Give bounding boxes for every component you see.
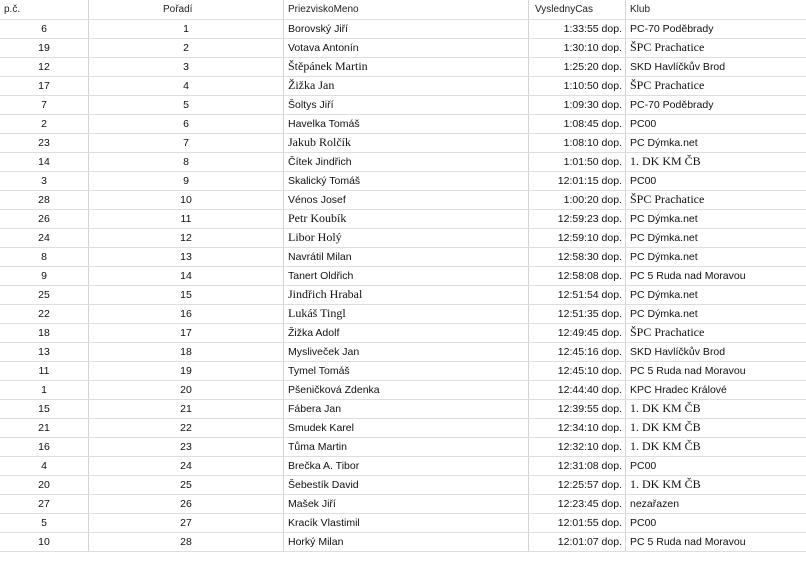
cell-pc: 16	[0, 437, 89, 456]
cell-time: 1:08:10 dop.	[529, 133, 626, 152]
cell-name: Štěpánek Martin	[284, 57, 529, 76]
cell-club: 1. DK KM ČB	[626, 418, 806, 437]
cell-name: Skalický Tomáš	[284, 171, 529, 190]
cell-club: PC00	[626, 456, 806, 475]
cell-club: PC Dýmka.net	[626, 228, 806, 247]
table-row	[0, 494, 806, 513]
cell-name: Jakub Rolčík	[284, 133, 529, 152]
cell-club: PC 5 Ruda nad Moravou	[626, 532, 806, 551]
cell-poradi: 17	[89, 323, 284, 342]
cell-time: 1:00:20 dop.	[529, 190, 626, 209]
table-row	[0, 437, 806, 456]
cell-pc: 11	[0, 361, 89, 380]
cell-poradi: 18	[89, 342, 284, 361]
cell-poradi: 9	[89, 171, 284, 190]
column-header-cas: VyslednyCas	[529, 0, 626, 19]
table-row	[0, 380, 806, 399]
cell-time: 12:58:08 dop.	[529, 266, 626, 285]
cell-time: 1:30:10 dop.	[529, 38, 626, 57]
column-header-klub: Klub	[626, 0, 806, 19]
cell-pc: 7	[0, 95, 89, 114]
cell-time: 12:23:45 dop.	[529, 494, 626, 513]
cell-name: Brečka A. Tibor	[284, 456, 529, 475]
cell-name: Tanert Oldřich	[284, 266, 529, 285]
cell-name: Čítek Jindřich	[284, 152, 529, 171]
cell-club: ŠPC Prachatice	[626, 76, 806, 95]
cell-name: Navrátil Milan	[284, 247, 529, 266]
cell-club: SKD Havlíčkův Brod	[626, 342, 806, 361]
table-row	[0, 76, 806, 95]
cell-poradi: 24	[89, 456, 284, 475]
cell-pc: 23	[0, 133, 89, 152]
table-row	[0, 323, 806, 342]
table-row	[0, 361, 806, 380]
cell-club: PC00	[626, 114, 806, 133]
cell-club: 1. DK KM ČB	[626, 475, 806, 494]
cell-club: ŠPC Prachatice	[626, 38, 806, 57]
cell-name: Pšeničková Zdenka	[284, 380, 529, 399]
cell-time: 12:45:16 dop.	[529, 342, 626, 361]
cell-poradi: 25	[89, 475, 284, 494]
cell-pc: 24	[0, 228, 89, 247]
cell-pc: 13	[0, 342, 89, 361]
cell-name: Tůma Martin	[284, 437, 529, 456]
cell-pc: 28	[0, 190, 89, 209]
cell-time: 12:51:35 dop.	[529, 304, 626, 323]
cell-club: PC00	[626, 513, 806, 532]
cell-time: 1:10:50 dop.	[529, 76, 626, 95]
cell-club: PC-70 Poděbrady	[626, 95, 806, 114]
cell-time: 12:44:40 dop.	[529, 380, 626, 399]
table-row	[0, 342, 806, 361]
cell-pc: 20	[0, 475, 89, 494]
cell-pc: 4	[0, 456, 89, 475]
cell-time: 1:33:55 dop.	[529, 19, 626, 38]
table-row	[0, 418, 806, 437]
cell-club: PC Dýmka.net	[626, 133, 806, 152]
table-row	[0, 171, 806, 190]
cell-poradi: 7	[89, 133, 284, 152]
column-header-poradi: Pořadí	[89, 0, 284, 19]
cell-club: PC00	[626, 171, 806, 190]
cell-name: Jindřich Hrabal	[284, 285, 529, 304]
cell-pc: 25	[0, 285, 89, 304]
cell-poradi: 27	[89, 513, 284, 532]
cell-time: 1:09:30 dop.	[529, 95, 626, 114]
cell-name: Petr Koubík	[284, 209, 529, 228]
cell-name: Fábera Jan	[284, 399, 529, 418]
cell-pc: 15	[0, 399, 89, 418]
cell-name: Smudek Karel	[284, 418, 529, 437]
cell-club: PC 5 Ruda nad Moravou	[626, 361, 806, 380]
table-row	[0, 456, 806, 475]
cell-pc: 12	[0, 57, 89, 76]
cell-poradi: 4	[89, 76, 284, 95]
cell-time: 12:01:07 dop.	[529, 532, 626, 551]
cell-club: PC Dýmka.net	[626, 304, 806, 323]
table-row	[0, 133, 806, 152]
cell-poradi: 19	[89, 361, 284, 380]
cell-poradi: 10	[89, 190, 284, 209]
cell-time: 12:32:10 dop.	[529, 437, 626, 456]
cell-time: 12:01:55 dop.	[529, 513, 626, 532]
cell-pc: 17	[0, 76, 89, 95]
cell-name: Votava Antonín	[284, 38, 529, 57]
cell-pc: 3	[0, 171, 89, 190]
cell-pc: 1	[0, 380, 89, 399]
table-row	[0, 114, 806, 133]
cell-time: 12:45:10 dop.	[529, 361, 626, 380]
table-row	[0, 266, 806, 285]
cell-pc: 27	[0, 494, 89, 513]
cell-time: 1:25:20 dop.	[529, 57, 626, 76]
cell-poradi: 3	[89, 57, 284, 76]
table-row	[0, 247, 806, 266]
cell-time: 12:39:55 dop.	[529, 399, 626, 418]
cell-pc: 8	[0, 247, 89, 266]
cell-time: 12:01:15 dop.	[529, 171, 626, 190]
cell-poradi: 13	[89, 247, 284, 266]
cell-name: Borovský Jiří	[284, 19, 529, 38]
cell-name: Horký Milan	[284, 532, 529, 551]
table-row	[0, 209, 806, 228]
cell-pc: 5	[0, 513, 89, 532]
cell-name: Šebestík David	[284, 475, 529, 494]
cell-name: Havelka Tomáš	[284, 114, 529, 133]
cell-pc: 21	[0, 418, 89, 437]
cell-poradi: 11	[89, 209, 284, 228]
table-row	[0, 532, 806, 551]
cell-time: 1:08:45 dop.	[529, 114, 626, 133]
column-header-meno: PriezviskoMeno	[284, 0, 529, 19]
cell-club: PC Dýmka.net	[626, 247, 806, 266]
cell-poradi: 21	[89, 399, 284, 418]
cell-club: nezařazen	[626, 494, 806, 513]
cell-pc: 22	[0, 304, 89, 323]
cell-name: Žižka Adolf	[284, 323, 529, 342]
table-row	[0, 513, 806, 532]
table-row	[0, 57, 806, 76]
cell-club: 1. DK KM ČB	[626, 437, 806, 456]
cell-poradi: 2	[89, 38, 284, 57]
cell-name: Šoltys Jiří	[284, 95, 529, 114]
cell-name: Vénos Josef	[284, 190, 529, 209]
results-body	[0, 19, 806, 551]
table-row	[0, 399, 806, 418]
cell-name: Kracík Vlastimil	[284, 513, 529, 532]
cell-pc: 2	[0, 114, 89, 133]
cell-poradi: 16	[89, 304, 284, 323]
cell-pc: 10	[0, 532, 89, 551]
cell-club: 1. DK KM ČB	[626, 399, 806, 418]
cell-time: 12:25:57 dop.	[529, 475, 626, 494]
cell-pc: 9	[0, 266, 89, 285]
table-row	[0, 228, 806, 247]
cell-poradi: 6	[89, 114, 284, 133]
cell-poradi: 12	[89, 228, 284, 247]
cell-club: ŠPC Prachatice	[626, 190, 806, 209]
header-row	[0, 0, 806, 19]
cell-poradi: 28	[89, 532, 284, 551]
cell-name: Lukáš Tingl	[284, 304, 529, 323]
cell-club: ŠPC Prachatice	[626, 323, 806, 342]
table-row	[0, 304, 806, 323]
table-row	[0, 285, 806, 304]
cell-pc: 26	[0, 209, 89, 228]
cell-club: PC-70 Poděbrady	[626, 19, 806, 38]
cell-time: 12:49:45 dop.	[529, 323, 626, 342]
cell-pc: 14	[0, 152, 89, 171]
cell-time: 12:58:30 dop.	[529, 247, 626, 266]
cell-time: 12:59:10 dop.	[529, 228, 626, 247]
cell-club: SKD Havlíčkův Brod	[626, 57, 806, 76]
cell-club: KPC Hradec Králové	[626, 380, 806, 399]
cell-poradi: 5	[89, 95, 284, 114]
table-row	[0, 475, 806, 494]
cell-time: 12:31:08 dop.	[529, 456, 626, 475]
column-header-pc: p.č.	[0, 0, 89, 19]
cell-poradi: 15	[89, 285, 284, 304]
cell-time: 12:59:23 dop.	[529, 209, 626, 228]
cell-name: Mašek Jiří	[284, 494, 529, 513]
cell-club: PC 5 Ruda nad Moravou	[626, 266, 806, 285]
table-row	[0, 38, 806, 57]
cell-club: PC Dýmka.net	[626, 209, 806, 228]
table-row	[0, 95, 806, 114]
cell-pc: 6	[0, 19, 89, 38]
cell-time: 12:51:54 dop.	[529, 285, 626, 304]
cell-poradi: 14	[89, 266, 284, 285]
cell-club: PC Dýmka.net	[626, 285, 806, 304]
cell-time: 1:01:50 dop.	[529, 152, 626, 171]
cell-name: Mysliveček Jan	[284, 342, 529, 361]
cell-poradi: 26	[89, 494, 284, 513]
cell-poradi: 20	[89, 380, 284, 399]
table-row	[0, 152, 806, 171]
cell-poradi: 1	[89, 19, 284, 38]
table-row	[0, 190, 806, 209]
cell-name: Tymel Tomáš	[284, 361, 529, 380]
cell-name: Libor Holý	[284, 228, 529, 247]
table-row	[0, 19, 806, 38]
cell-poradi: 8	[89, 152, 284, 171]
cell-pc: 19	[0, 38, 89, 57]
cell-club: 1. DK KM ČB	[626, 152, 806, 171]
cell-pc: 18	[0, 323, 89, 342]
cell-time: 12:34:10 dop.	[529, 418, 626, 437]
cell-poradi: 23	[89, 437, 284, 456]
cell-poradi: 22	[89, 418, 284, 437]
cell-name: Žižka Jan	[284, 76, 529, 95]
